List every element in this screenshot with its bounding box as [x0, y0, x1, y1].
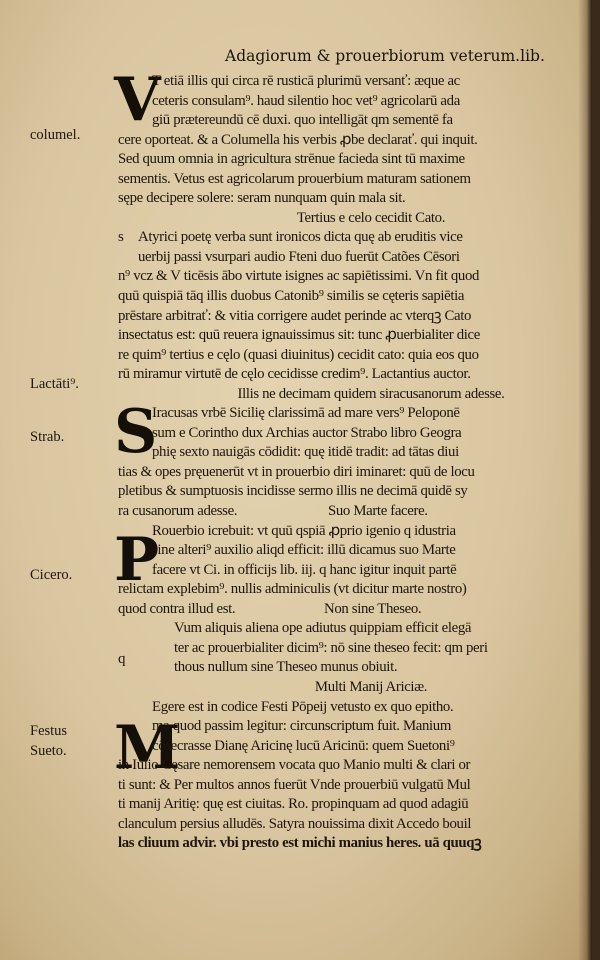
text-line: T etiā illis qui circa rē rusticā plurimū versanť: æque ac: [152, 73, 460, 89]
text-line: re quim⁹ tertius e cęlo (quasi diuinitus) cecidit cato: quia eos quo: [118, 346, 479, 363]
text-line-part: ra cusanorum adesse.: [118, 503, 238, 520]
text-line: quū quispiā tāq illis duobus Catonib⁹ similis se cęteris sapiētia: [118, 288, 465, 305]
text-line: Vum aliquis aliena ope adiutus quippiam efficit elegā: [174, 620, 472, 637]
initial-m: M: [114, 713, 181, 783]
margin-note-festus: Festus: [30, 723, 68, 739]
text-line: [118, 502, 584, 522]
text-line: giū prætereundū cē duxi. quo intelligāt qm sementē fa: [152, 112, 453, 129]
text-line: sępe decipere solere: seram nunquam quin mala sit.: [118, 190, 406, 207]
text-line: Sed quum omnia in agricultura strēnue facieda sint tū maxime: [118, 151, 465, 168]
text-line: rū miramur virtutē de cęlo cecidisse credim⁹. Lactantius auctor.: [118, 366, 471, 383]
text-line: Iracusas vrbē Sicilię clarissimā ad mare vers⁹ Peloponē: [152, 405, 460, 422]
initial-p: P: [114, 525, 160, 595]
text-line: ti manij Aritię: quę est ciuitas. Ro. propinquam ad quod adagiū: [118, 796, 469, 813]
text-line: uerbij passi vsurpari audio Fteni duo fuerūt Catões Cēsori: [138, 248, 460, 265]
initial-s: S: [114, 397, 158, 467]
heading-suo-marte: Suo Marte facere.: [328, 503, 428, 520]
margin-note-sueto: Sueto.: [30, 743, 67, 759]
text-line: Atyrici poetę verba sunt ironicos dicta quę ab eruditis vice: [138, 229, 463, 246]
text-line: insectatus est: quū reuera ignauissimus sit: tunc ꝓuerbialiter dice: [118, 327, 480, 344]
running-header: Adagiorum & prouerbiorum veterum.lib.: [225, 47, 545, 65]
heading-non-sine-theseo: Non sine Theseo.: [324, 600, 422, 617]
text-line: ma quod passim legitur: circunscriptum fuit. Manium: [152, 718, 451, 735]
text-line: n⁹ vcz & V ticēsis ābo virtute isignes ac sapiētissimi. Vn fit quod: [118, 268, 480, 285]
heading-multi-manij: Multi Manij Ariciæ.: [314, 678, 428, 695]
text-line: facere vt Ci. in officijs lib. iij. q hanc igitur inquit partē: [152, 561, 457, 578]
text-line: Egere est in codice Festi Pōpeij vetusto ex quo epitho.: [152, 698, 454, 715]
text-line: cōsecrasse Dianę Aricinę lucū Aricinū: quem Suetoni⁹: [152, 737, 455, 754]
text-line: cere oporteat. & a Columella his verbis ꝓbe declarať. qui inquit.: [118, 131, 478, 148]
text-line: sum e Corintho dux Archias auctor Strabo libro Geogra: [152, 424, 462, 441]
heading-tertius: Tertius e celo cecidit Cato.: [296, 209, 446, 226]
margin-note-cicero: Cicero.: [30, 567, 73, 583]
initial-v: V: [114, 65, 161, 135]
text-line: ceteris consulam⁹. haud silentio hoc vet⁹ agricolarū ada: [152, 92, 460, 109]
text-line: thous nullum sine Theseo munus obiuit.: [174, 659, 398, 676]
text-line: pletibus & sumptuosis incidisse sermo illis ne decimā quidē sy: [118, 483, 468, 500]
guide-letter-s: s: [118, 229, 124, 245]
text-line-part: quod contra illud est.: [118, 600, 236, 617]
text-line: las cliuum advir. vbi presto est michi manius heres. uā quuqꝫ: [118, 835, 482, 852]
text-line: Rouerbio icrebuit: vt quū qspiā ꝓprio igenio q idustria: [152, 522, 456, 539]
text-line: relictam explebim⁹. nullis adminiculis (vt dicitur marte nostro): [118, 581, 467, 598]
text-line: tias & opes pręuenerūt vt in prouerbio diri iminaret: quū de locu: [118, 463, 475, 480]
text-line: in Iulio Cęsare nemorensem vocata quo Manio multi & clari or: [118, 757, 471, 774]
text-line: [118, 600, 584, 620]
margin-note-strab: Strab.: [30, 429, 65, 445]
text-line: phię sexto nauigās cōdidit: quę itidē tradit: ad tātas diui: [152, 444, 459, 461]
text-line: sementis. Vetus est agricolarum prouerbium maturam sationem: [118, 170, 471, 187]
text-line: ti sunt: & Per multos annos fuerūt Vnde prouerbiū vulgatū Mul: [118, 776, 471, 793]
margin-note-columel: columel.: [30, 127, 81, 143]
guide-letter-q: q: [118, 651, 126, 667]
heading-illis: Illis ne decimam quidem siracusanorum adesse.: [237, 385, 505, 402]
text-line: clanculum persius alludēs. Satyra nouissima dixit Accedo bouil: [118, 815, 472, 832]
text-line: sine alteri⁹ auxilio aliqd efficit: illū dicamus suo Marte: [152, 542, 456, 559]
body-text: [118, 72, 584, 854]
text-line: ter ac prouerbialiter dicim⁹: nō sine theseo fecit: qm peri: [174, 639, 488, 656]
margin-note-lactati: Lactāti⁹.: [30, 376, 79, 392]
text-line: prēstare arbitrať: & vitia corrigere audet perinde ac vterqꝫ Cato: [118, 307, 472, 324]
